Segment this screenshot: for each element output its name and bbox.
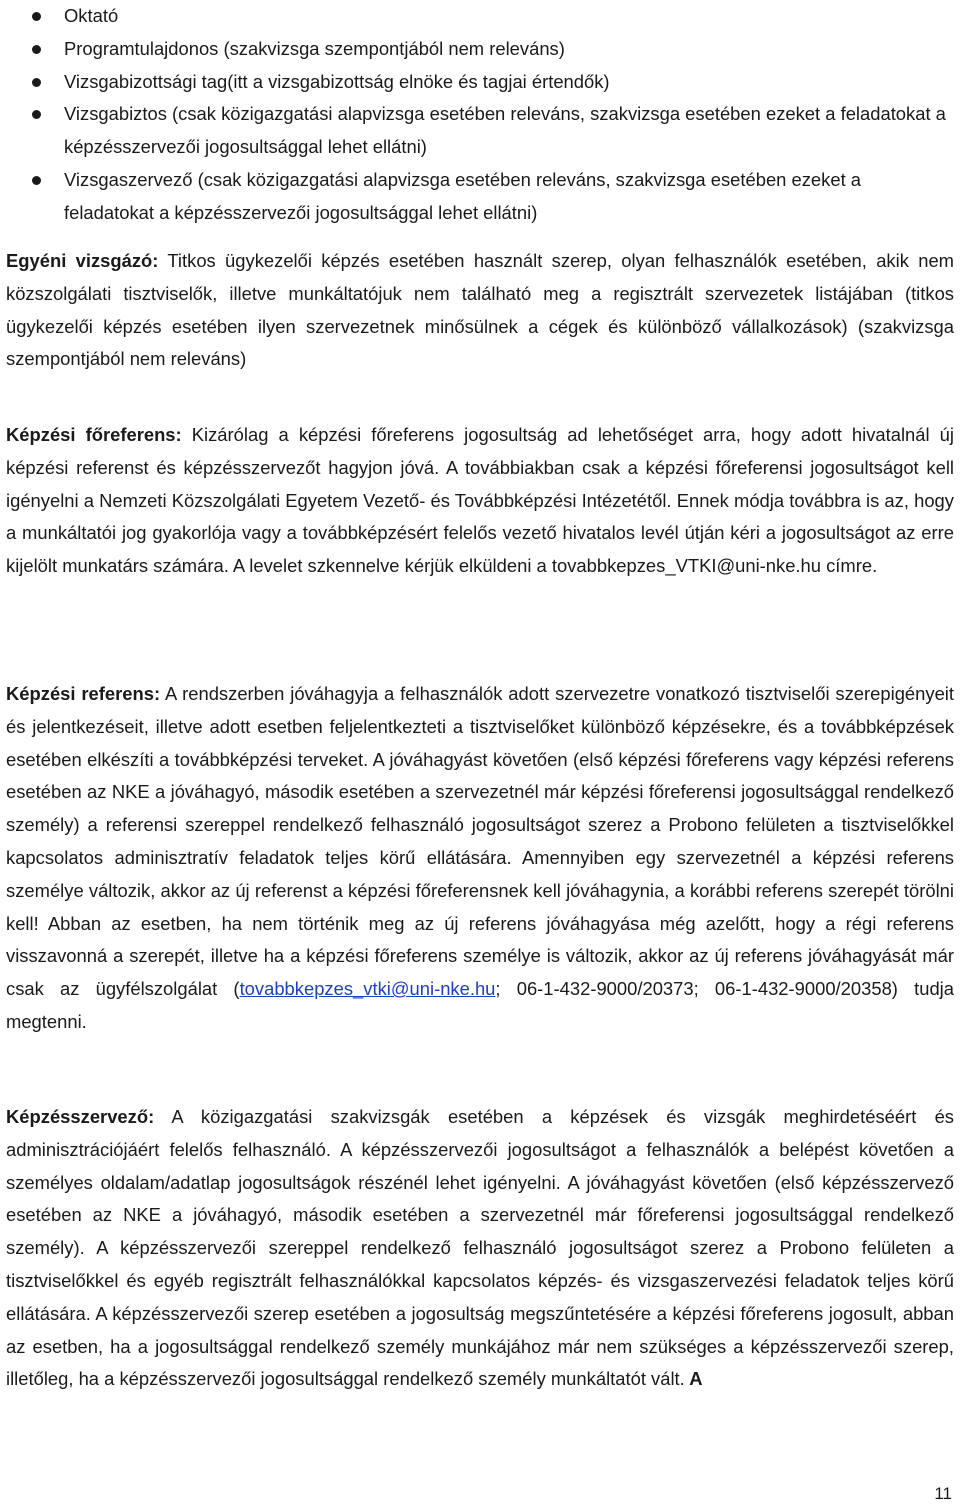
term-description: A rendszerben jóváhagyja a felhasználók adott szervezetre vonatkozó tisztviselői szerepigényeit és jelentkezéseit, illetve adott esetben feljelentkezteti a tisztviselőket különböző képzésekre, és a továbbképzések esetében elkészíti a továbbképzési terveket. A jóváhagyást követően (első képzési főreferens vagy képzési referens esetében az NKE a jóváhagyó, második esetében a szervezetnél már képzési főreferensi jogosultsággal rendelkező személy) a referensi szereppel rendelkező felhasználó jogosultságot szerez a Probono felületen a tisztviselőkkel kapcsolatos adminisztratív feladatok teljes körű ellátására. Amennyiben egy szervezetnél a képzési referens személye változik, akkor az új referenst a képzési főreferensnek kell jóváhagynia, a korábbi referens szerepét törölni kell! Abban az esetben, ha nem történik meg az új referens jóváhagyása még azelőtt, hogy a régi referens visszavonná a szerepét, illetve ha a képzési főreferens személye is változik, akkor az új referens jóváhagyását már csak az ügyfélszolgálat ( <box>6 683 955 1000</box>
term-heading: Képzésszervező: <box>6 1106 155 1127</box>
bullet-text: Oktató <box>64 5 119 26</box>
page-number: 11 <box>934 1484 952 1503</box>
bullet-icon <box>32 78 41 87</box>
bullet-icon <box>32 176 41 185</box>
term-description: Kizárólag a képzési főreferens jogosultság ad lehetőséget arra, hogy adott hivatalnál új képzési referenst és képzésszervezőt hagyjon jóvá. A továbbiakban csak a képzési főreferensi jogosultságot kell igényelni a Nemzeti Közszolgálati Egyetem Vezető- és Továbbképzési Intézetétől. Ennek módja továbbra is az, hogy a munkáltatói jog gyakorlója vagy a továbbképzésért felelős vezető hivatalos levél útján kéri a jogosultságot az erre kijelölt munkatárs számára. A levelet szkennelve kérjük elküldeni a tovabbkepzes_VTKI@uni-nke.hu címre. <box>6 424 955 577</box>
term-description-end: ; 06-1-432-9000/20373; 06-1-432-9000/20358) tudja megtenni. <box>6 978 954 1032</box>
section-kepzesszervezo <box>6 1101 954 1396</box>
section-egyeni-vizsgazo <box>6 245 954 376</box>
support-email-link[interactable]: tovabbkepzes_vtki@uni-nke.hu <box>239 978 496 1000</box>
bullet-item <box>0 66 960 99</box>
bullet-icon <box>32 45 41 54</box>
term-heading: Képzési főreferens: <box>6 424 182 445</box>
bullet-icon <box>32 110 41 119</box>
bullet-item <box>0 0 960 33</box>
bullet-item <box>0 98 960 164</box>
trailing-text: A <box>684 1368 703 1390</box>
bullet-item <box>0 164 960 230</box>
term-description: Titkos ügykezelői képzés esetében használt szerep, olyan felhasználók esetében, akik nem közszolgálati tisztviselők, illetve munkáltatójuk nem található meg a regisztrált szervezetek listájában (titkos ügykezelői képzés esetében ilyen szervezetnek minősülnek a cégek és különböző vállalkozások) (szakvizsga szempontjából nem releváns) <box>6 250 954 370</box>
section-kepzesi-foreferens <box>6 419 954 583</box>
bullet-text: Vizsgabiztos (csak közigazgatási alapvizsga esetében releváns, szakvizsga esetében ezeket a feladatokat a képzésszervezői jogosultsággal lehet ellátni) <box>64 103 946 158</box>
bullet-item <box>0 33 960 66</box>
bullet-text: Vizsgabizottsági tag(itt a vizsgabizottság elnöke és tagjai értendők) <box>64 70 610 92</box>
term-heading: Egyéni vizsgázó: <box>6 250 159 271</box>
role-bullet-list <box>0 0 960 230</box>
term-heading: Képzési referens: <box>6 683 161 704</box>
section-kepzesi-referens <box>6 678 954 1039</box>
bullet-text: Vizsgaszervező (csak közigazgatási alapvizsga esetében releváns, szakvizsga esetében ezeket a feladatokat a képzésszervezői jogosultsággal lehet ellátni) <box>64 168 862 223</box>
bullet-text: Programtulajdonos (szakvizsga szempontjából nem releváns) <box>64 37 565 59</box>
bullet-icon <box>32 12 41 21</box>
term-description: A közigazgatási szakvizsgák esetében a képzések és vizsgák meghirdetéséért és adminisztrációjáért felelős felhasználó. A képzésszervezői jogosultságot a felhasználók a belépést követően a személyes oldalam/adatlap jogosultságok részénél lehet igényelni. A jóváhagyást követően (első képzésszervező esetében az NKE a jóváhagyó, második esetében a szervezetnél már főreferensi jogosultsággal rendelkező személy). A képzésszervezői szereppel rendelkező felhasználó jogosultságot szerez a Probono felületen a tisztviselőkkel és egyéb regisztrált felhasználókkal kapcsolatos képzés- és vizsgaszervezési feladatok teljes körű ellátására. A képzésszervezői szerep esetében a jogosultság megszűntetésére a képzési főreferens jogosult, abban az esetben, ha a jogosultsággal rendelkező személy munkájához már nem szükséges a képzésszervezői szerep, illetőleg, ha a képzésszervezői jogosultsággal rendelkező személy munkáltatót vált. <box>6 1106 954 1390</box>
